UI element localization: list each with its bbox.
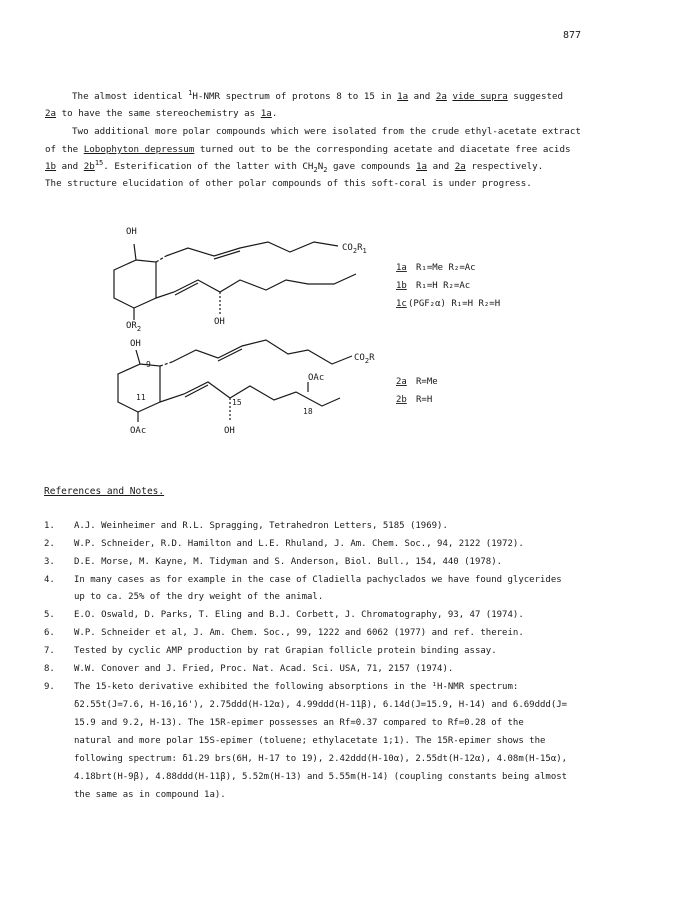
reference-item: 7. Tested by cyclic AMP production by rat Grapian follicle protein binding assay. xyxy=(44,646,497,656)
legend-text: (PGF₂α) R₁=H R₂=H xyxy=(408,299,501,309)
reference-item: 8. W.W. Conover and J. Fried, Proc. Nat. Acad. Sci. USA, 71, 2157 (1974). xyxy=(44,664,454,674)
s2-co2r: $CO_2R$ xyxy=(354,353,375,365)
s2-oac-mid: OAc xyxy=(308,373,325,383)
chemical-structures xyxy=(90,222,510,444)
references-heading: References and Notes. xyxy=(44,486,165,497)
structure-1-legend xyxy=(396,263,500,309)
s1-or2: $OR_2$ xyxy=(126,321,142,333)
note-9-line: δ2.55t(J=7.6, H-16,16'), 2.75ddd(H-12α), 4.99ddd(H-11β), 6.14d(J=15.9, H-14) and 6.69ddd(J= xyxy=(74,700,568,710)
legend-text: R=H xyxy=(416,395,433,405)
s1-oh-top: OH xyxy=(126,227,137,237)
legend-id: 2a xyxy=(396,377,407,387)
s2-carbon-11: 11 xyxy=(136,393,146,402)
s2-oh-bottom: OH xyxy=(224,426,235,436)
s2-carbon-18: 18 xyxy=(303,407,313,416)
s2-carbon-15: 15 xyxy=(232,398,242,407)
note-9-line: 15.9 and 9.2, H-13). The 15R-epimer possesses an Rf=0.37 compared to Rf=0.28 of the xyxy=(74,718,524,728)
s2-oac-bottom: OAc xyxy=(130,426,147,436)
reference-item: 2. W.P. Schneider, R.D. Hamilton and L.E. Rhuland, J. Am. Chem. Soc., 94, 2122 (1972). xyxy=(44,539,524,549)
structure-2-legend xyxy=(396,377,438,405)
intro-line-4: of the Lobophyton depressum turned out to be the corresponding acetate and diacetate free acids xyxy=(45,144,571,155)
legend-text: R₁=Me R₂=Ac xyxy=(416,263,476,273)
intro-line-3: Two additional more polar compounds which were isolated from the crude ethyl-acetate extract xyxy=(72,126,581,137)
note-9-line: following spectrum: δ1.29 brs(6H, H-17 to 19), 2.42ddd(H-10α), 2.55dt(H-12α), 4.08m(H-15α), xyxy=(74,754,568,764)
reference-item: 3. D.E. Morse, M. Kayne, M. Tidyman and S. Anderson, Biol. Bull., 154, 440 (1978). xyxy=(44,557,503,567)
structure-1-bonds xyxy=(114,242,356,320)
legend-id: 1b xyxy=(396,281,407,291)
intro-line-2: 2a to have the same stereochemistry as 1a. xyxy=(45,108,278,119)
s1-oh-bottom: OH xyxy=(214,317,225,327)
intro-line-5: 1b and $2b^{15}$. Esterification of the latter with $CH_2N_2$ gave compounds 1a and 2a respectively. xyxy=(45,158,544,174)
reference-item: 4. In many cases as for example in the case of Cladiella pachyclados we have found glycerides xyxy=(44,575,562,585)
intro-line-6: The structure elucidation of other polar compounds of this soft-coral is under progress. xyxy=(45,178,532,189)
note-9-line: natural and more polar 15S-epimer (toluene; ethylacetate 1;1). The 15R-epimer shows the xyxy=(74,736,546,746)
legend-id: 1c xyxy=(396,299,407,309)
s2-oh-top: OH xyxy=(130,339,141,349)
legend-id: 2b xyxy=(396,395,407,405)
legend-text: R₁=H R₂=Ac xyxy=(416,281,471,291)
legend-text: R=Me xyxy=(416,377,438,387)
legend-id: 1a xyxy=(396,263,407,273)
reference-item: 9. The 15-keto derivative exhibited the following absorptions in the ¹H-NMR spectrum: xyxy=(44,682,519,692)
intro-line-1: The almost identical $^1$H-NMR spectrum of protons 8 to 15 in 1a and 2a vide supra suggested xyxy=(72,88,564,102)
note-9-line: 4.18brt(H-9β), 4.88ddd(H-11β), 5.52m(H-13) and 5.55m(H-14) (coupling constants being almost xyxy=(74,772,568,782)
note-9-line: the same as in compound 1a). xyxy=(74,790,226,800)
reference-item: 5. E.O. Oswald, D. Parks, T. Eling and B.J. Corbett, J. Chromatography, 93, 47 (1974). xyxy=(44,610,524,620)
reference-item: up to ca. 25% of the dry weight of the animal. xyxy=(74,592,324,602)
reference-item: 6. W.P. Schneider et al, J. Am. Chem. Soc., 99, 1222 and 6062 (1977) and ref. therein. xyxy=(44,628,524,638)
s2-carbon-9: 9 xyxy=(146,360,151,369)
reference-item: 1. A.J. Weinheimer and R.L. Spragging, Tetrahedron Letters, 5185 (1969). xyxy=(44,521,448,531)
page-number: 877 xyxy=(563,30,582,41)
s1-co2r1: $CO_2R_1$ xyxy=(342,243,367,255)
